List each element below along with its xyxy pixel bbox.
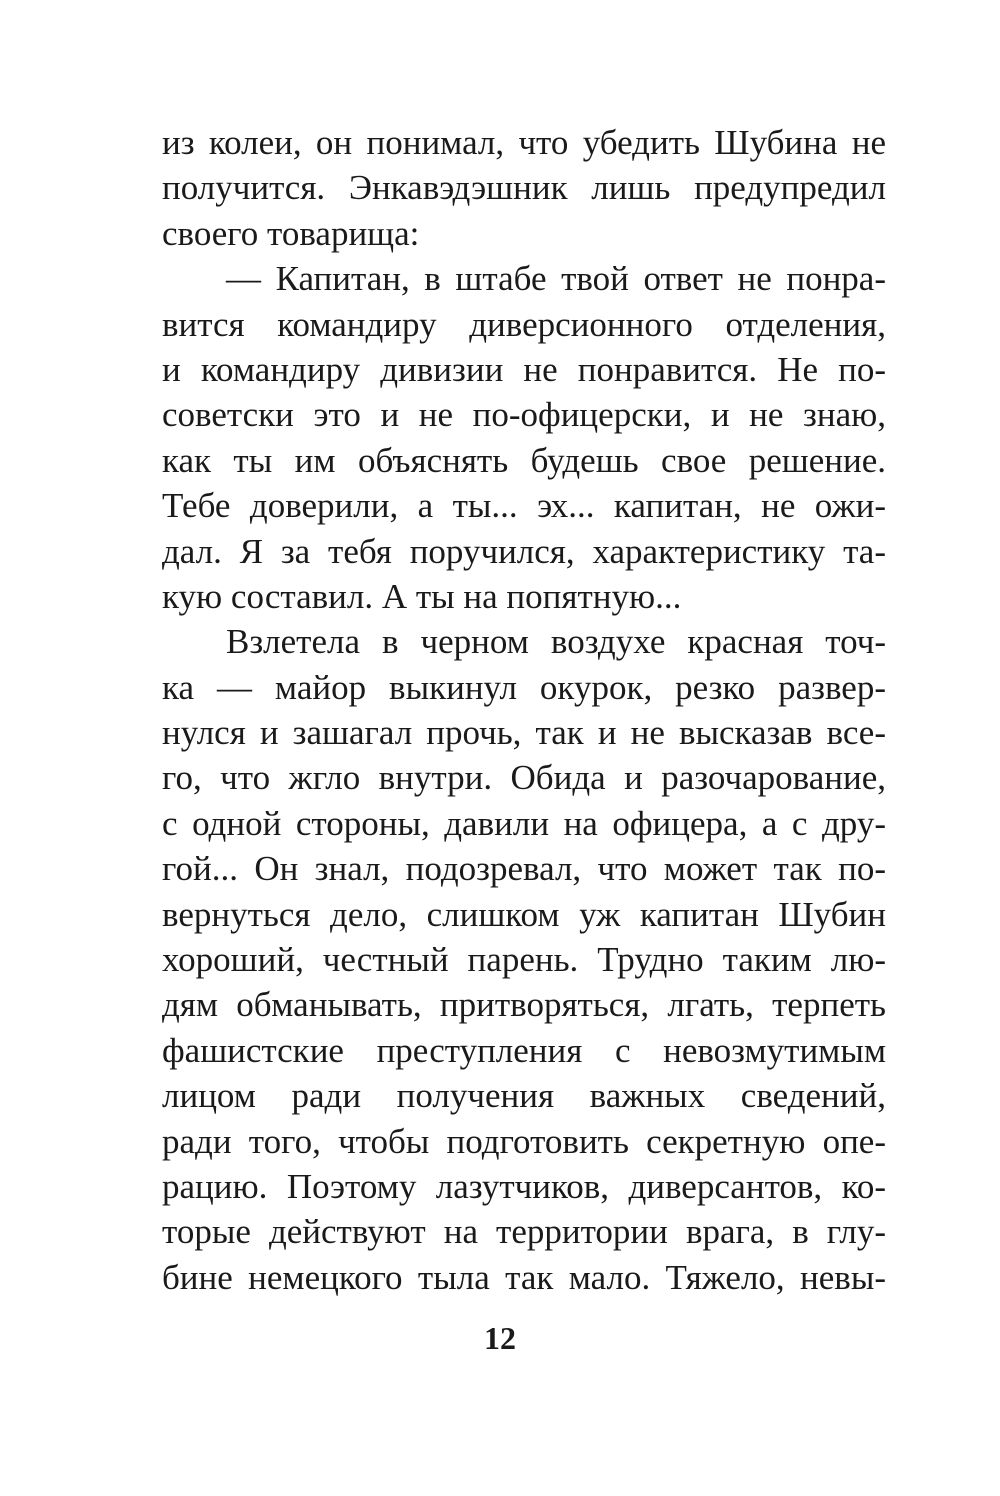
text-line-3: своего товарища:	[162, 213, 420, 253]
text-line-23: ради того, чтобы подготовить секретную опе-	[162, 1121, 886, 1161]
text-line-22: лицом ради получения важных сведений,	[162, 1076, 886, 1116]
text-line-21: фашистские преступления с невозмутимым	[162, 1030, 886, 1070]
text-line-17: гой... Он знал, подозревал, что может так по-	[162, 849, 886, 889]
text-line-24: рацию. Поэтому лазутчиков, диверсантов, ко-	[162, 1166, 886, 1206]
text-line-26: бине немецкого тыла так мало. Тяжело, невы-	[162, 1257, 886, 1297]
text-line-15: го, что жгло внутри. Обида и разочарование,	[162, 758, 886, 798]
text-line-10: дал. Я за тебя поручился, характеристику та-	[162, 531, 886, 571]
text-line-14: нулся и зашагал прочь, так и не высказав все-	[162, 713, 886, 753]
text-line-8: как ты им объяснять будешь свое решение.	[162, 440, 886, 480]
text-line-6: и командиру дивизии не понравится. Не по-	[162, 349, 886, 389]
text-line-5: вится командиру диверсионного отделения,	[162, 304, 886, 344]
text-line-16: с одной стороны, давили на офицера, а с дру-	[162, 803, 886, 843]
text-line-9: Тебе доверили, а ты... эх... капитан, не ожи-	[162, 486, 886, 526]
text-line-11: кую составил. А ты на попятную...	[162, 576, 682, 616]
text-line-13: ка — майор выкинул окурок, резко развер-	[162, 667, 886, 707]
text-line-12: Взлетела в черном воздухе красная точ-	[226, 622, 886, 662]
text-line-1: из колеи, он понимал, что убедить Шубина не	[162, 123, 886, 162]
text-line-4: — Капитан, в штабе твой ответ не понра-	[226, 259, 886, 299]
text-line-7: советски это и не по-офицерски, и не знаю,	[162, 395, 886, 435]
text-line-19: хороший, честный парень. Трудно таким лю-	[162, 940, 886, 980]
text-line-25: торые действуют на территории врага, в глу-	[162, 1212, 886, 1252]
page-number: 12	[484, 1320, 516, 1356]
text-line-2: получится. Энкавэдэшник лишь предупредил	[162, 168, 886, 208]
text-line-18: вернуться дело, слишком уж капитан Шубин	[162, 894, 886, 934]
body-text	[162, 120, 886, 1300]
text-line-20: дям обманывать, притворяться, лгать, терпеть	[162, 985, 886, 1025]
